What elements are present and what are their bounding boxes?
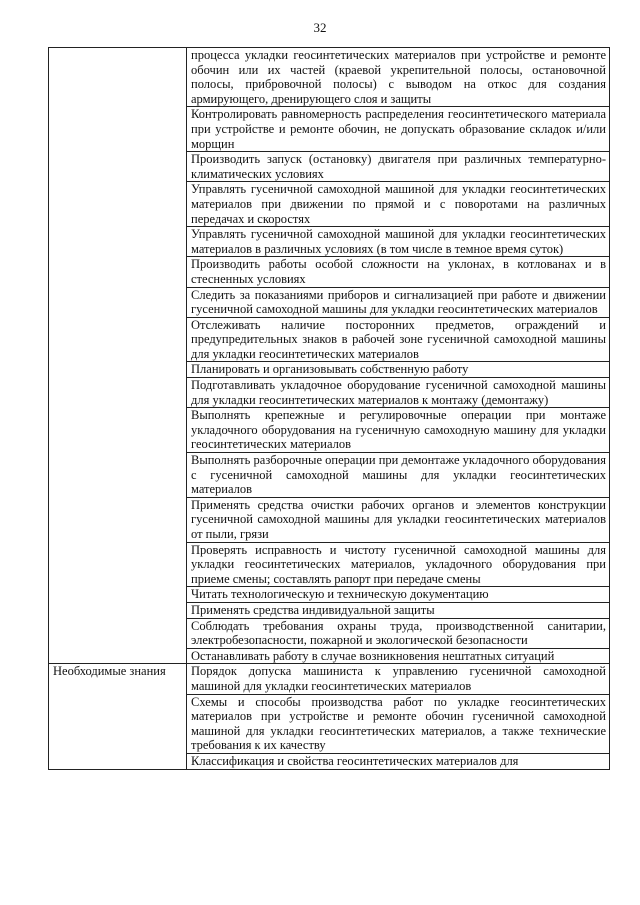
table-cell: Проверять исправность и чистоту гусеничной самоходной машины для укладки геосинтетических материалов, укладочного оборудования при приеме смены; составлять рапорт при передаче смены [187,542,610,587]
table-cell: Следить за показаниями приборов и сигнализацией при работе и движении гусеничной самоходной машины для укладки геосинтетических материалов [187,287,610,317]
table-cell: Выполнять разборочные операции при демонтаже укладочного оборудования с гусеничной самоходной машины для укладки геосинтетических материалов [187,453,610,498]
requirements-table [48,47,610,770]
table-cell: процесса укладки геосинтетических материалов при устройстве и ремонте обочин или их частей (краевой укрепительной полосы, остановочной полосы, прибровочной полосы) с выводом на откос для создания армирующего, дренирующего слоя и защиты [187,48,610,107]
table-cell: Выполнять крепежные и регулировочные операции при монтаже укладочного оборудования на гусеничную самоходную машину для укладки геосинтетических материалов [187,408,610,453]
table-cell: Планировать и организовывать собственную работу [187,362,610,378]
table-cell: Управлять гусеничной самоходной машиной для укладки геосинтетических материалов в различных условиях (в том числе в темное время суток) [187,227,610,257]
table-cell: Контролировать равномерность распределения геосинтетического материала при устройстве и ремонте обочин, не допускать образование складок и/или морщин [187,107,610,152]
table-cell: Подготавливать укладочное оборудование гусеничной самоходной машины для укладки геосинтетических материалов к монтажу (демонтажу) [187,378,610,408]
table-cell: Соблюдать требования охраны труда, производственной санитарии, электробезопасности, пожарной и экологической безопасности [187,618,610,648]
table-cell: Классификация и свойства геосинтетических материалов для [187,753,610,769]
table-cell: Схемы и способы производства работ по укладке геосинтетических материалов при устройстве и ремонте обочин гусеничной самоходной машиной для укладки геосинтетических материалов, а также технические требования к их качеству [187,694,610,753]
table-cell: Останавливать работу в случае возникновения нештатных ситуаций [187,648,610,664]
table-cell: Отслеживать наличие посторонних предметов, ограждений и предупредительных знаков в рабочей зоне гусеничной самоходной машины для укладки геосинтетических материалов [187,317,610,362]
section-heading [49,48,187,664]
table-cell: Порядок допуска машиниста к управлению гусеничной самоходной машиной для укладки геосинтетических материалов [187,664,610,694]
table-row [49,664,610,694]
table-cell: Производить работы особой сложности на уклонах, в котлованах и в стесненных условиях [187,257,610,287]
table-cell: Читать технологическую и техническую документацию [187,587,610,603]
table-cell: Управлять гусеничной самоходной машиной для укладки геосинтетических материалов при движении по прямой и с поворотами на различных передачах и скоростях [187,182,610,227]
table-row [49,48,610,107]
section-heading: Необходимые знания [49,664,187,769]
table-cell: Применять средства очистки рабочих органов и элементов конструкции гусеничной самоходной машины для укладки геосинтетических материалов от пыли, грязи [187,497,610,542]
table-cell: Производить запуск (остановку) двигателя при различных температурно-климатических условиях [187,152,610,182]
page-number: 32 [313,20,327,35]
table-cell: Применять средства индивидуальной защиты [187,602,610,618]
